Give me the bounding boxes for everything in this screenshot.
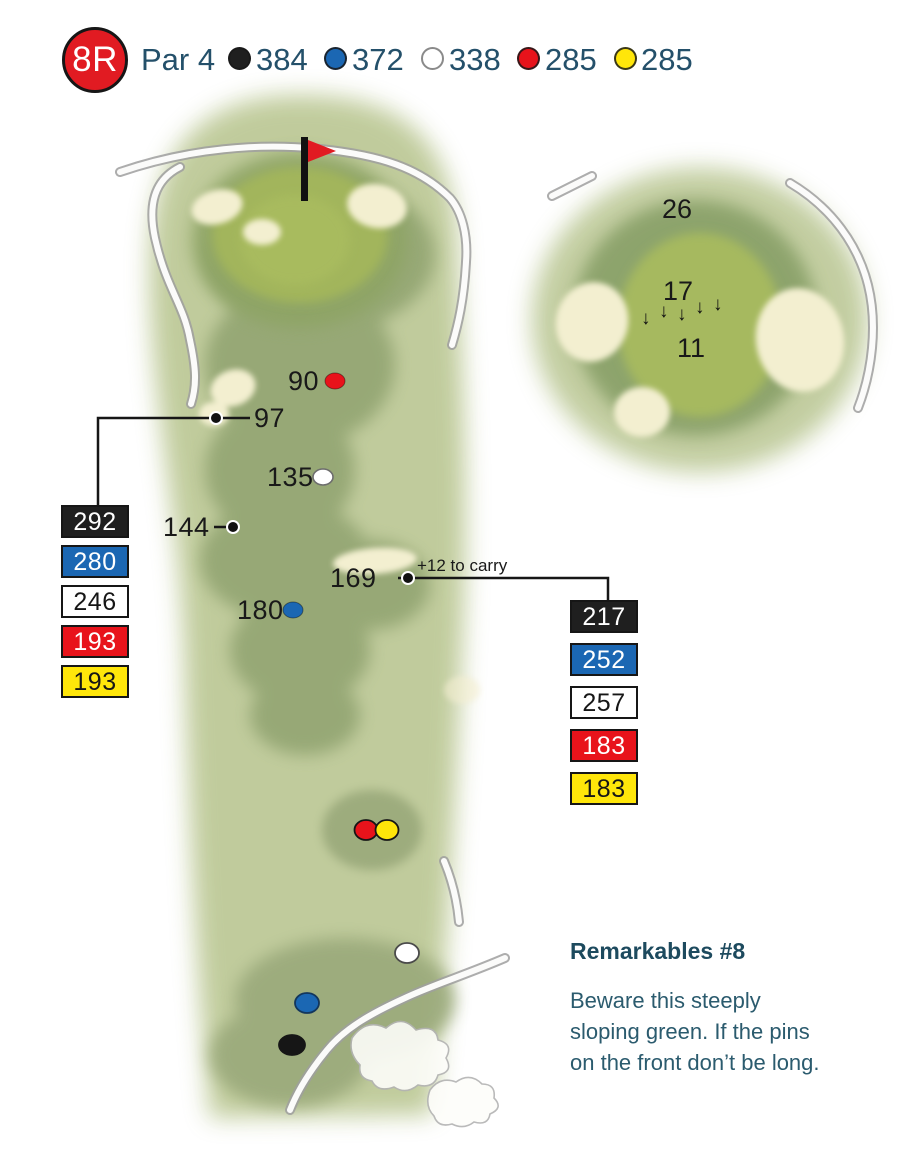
- hole-notes-body: Beware this steeply sloping green. If the pins on the front don’t be long.: [570, 988, 820, 1075]
- hole-notes-title: Remarkables #8: [570, 938, 746, 964]
- marker-135-label: 135: [267, 462, 314, 492]
- slope-arrow-icon: ↓: [677, 304, 687, 325]
- blue-tee-yardage: 372: [352, 42, 404, 77]
- slope-arrow-icon: ↓: [695, 297, 705, 318]
- hole-number-badge: 8R: [62, 27, 128, 93]
- white-tee-legend-dot-icon: [421, 47, 444, 70]
- left-carry-box-red: 193: [61, 625, 129, 658]
- red-pin-marker-icon: [325, 373, 345, 389]
- carry-note-label: +12 to carry: [417, 556, 508, 575]
- slope-arrow-icon: ↓: [713, 294, 723, 315]
- left-carry-box-black: 292: [61, 505, 129, 538]
- right-carry-box-blue: 252: [570, 643, 638, 676]
- marker-90-label: 90: [288, 366, 320, 396]
- marker-97-label: 97: [254, 403, 286, 433]
- red-tee-yardage: 285: [545, 42, 597, 77]
- right-carry-box-yellow: 183: [570, 772, 638, 805]
- white-pin-marker-icon: [313, 469, 333, 485]
- red-tee-legend-dot-icon: [517, 47, 540, 70]
- black-tee-legend-dot-icon: [228, 47, 251, 70]
- white-tee-dot-icon: [395, 943, 419, 963]
- right-carry-box-red: 183: [570, 729, 638, 762]
- black-tee-yardage: 384: [256, 42, 308, 77]
- green-front-distance: 11: [677, 333, 706, 363]
- yellow-tee-yardage: 285: [641, 42, 693, 77]
- slope-arrow-icon: ↓: [659, 301, 669, 322]
- left-carry-box-yellow: 193: [61, 665, 129, 698]
- black-tee-dot-icon: [279, 1035, 305, 1055]
- marker-144-label: 144: [163, 512, 210, 542]
- green-middle-distance: 17: [663, 276, 694, 306]
- left-carry-box-blue: 280: [61, 545, 129, 578]
- blue-tee-legend-dot-icon: [324, 47, 347, 70]
- green-inset-art: [532, 168, 868, 472]
- blue-tee-dot-icon: [295, 993, 319, 1013]
- par-label: Par 4: [141, 42, 216, 77]
- left-carry-box-white: 246: [61, 585, 129, 618]
- white-tee-yardage: 338: [449, 42, 501, 77]
- yellow-tee-legend-dot-icon: [614, 47, 637, 70]
- yellow-tee-dot-icon: [376, 820, 399, 840]
- right-carry-box-black: 217: [570, 600, 638, 633]
- slope-arrow-icon: ↓: [641, 308, 651, 329]
- red-tee-dot-icon: [355, 820, 378, 840]
- blue-pin-marker-icon: [283, 602, 303, 618]
- marker-169-label: 169: [330, 563, 377, 593]
- marker-180-label: 180: [237, 595, 284, 625]
- green-back-distance: 26: [662, 194, 693, 224]
- right-carry-box-white: 257: [570, 686, 638, 719]
